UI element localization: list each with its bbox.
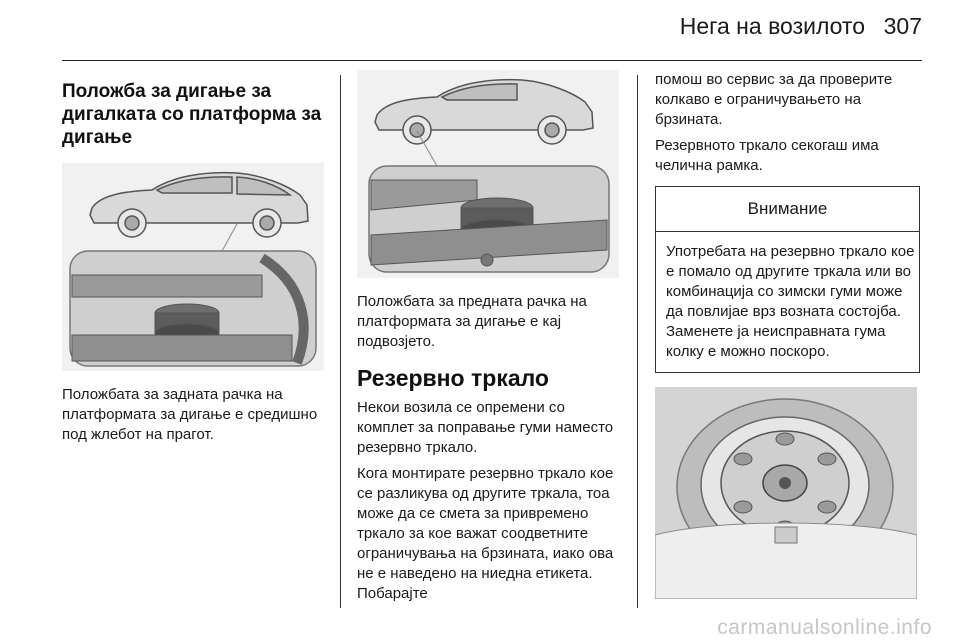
spare-wheel-figure bbox=[655, 387, 917, 599]
spare-wheel-para-1: Некои возила се опремени со комплет за поправање гуми наместо резервно тркало. bbox=[357, 399, 614, 456]
spare-wheel-para-2: Кога монтирате резервно тркало кое се разликува од другите тркала, тоа може да се смета за привремено тркало за кое важат соодветните ограничувања на брзината, иако ова не е наведено на ниедна етикета. Побарајте bbox=[357, 465, 614, 602]
front-lift-position-figure bbox=[357, 70, 619, 278]
column-3 bbox=[655, 70, 920, 599]
header-rule bbox=[62, 60, 922, 61]
rear-lift-position-figure bbox=[62, 163, 324, 371]
page-number: 307 bbox=[883, 13, 922, 39]
column-divider-1 bbox=[340, 75, 341, 608]
front-lift-caption: Положбата за предната рачка на платформата за дигање е кај подвозјето. bbox=[357, 293, 587, 350]
page-header-title: Нега на возилото bbox=[679, 13, 865, 39]
rear-lift-caption: Положбата за задната рачка на платформата за дигање е средишно под жлебот на прагот. bbox=[62, 386, 318, 443]
warning-title: Внимание bbox=[656, 187, 919, 232]
warning-text: Употребата на резервно тркало кое е помало од другите тркала или во комбинација со зимски гуми може да повлијае врз возната состојба. Заменете ја неисправната гума колку е можно поскоро. bbox=[666, 243, 915, 360]
steel-rim-para: Резервното тркало секогаш има челична рамка. bbox=[655, 137, 879, 174]
spare-wheel-title: Резервно тркало bbox=[357, 365, 549, 391]
column-1 bbox=[62, 70, 324, 445]
watermark: carmanualsonline.info bbox=[717, 616, 932, 639]
column-divider-2 bbox=[637, 75, 638, 608]
warning-box bbox=[655, 186, 920, 373]
service-help-para: помош во сервис за да проверите колкаво е ограничувањето на брзината. bbox=[655, 71, 893, 128]
lift-position-heading: Положба за дигање за дигалката со платформа за дигање bbox=[62, 81, 322, 148]
column-2 bbox=[357, 70, 619, 604]
